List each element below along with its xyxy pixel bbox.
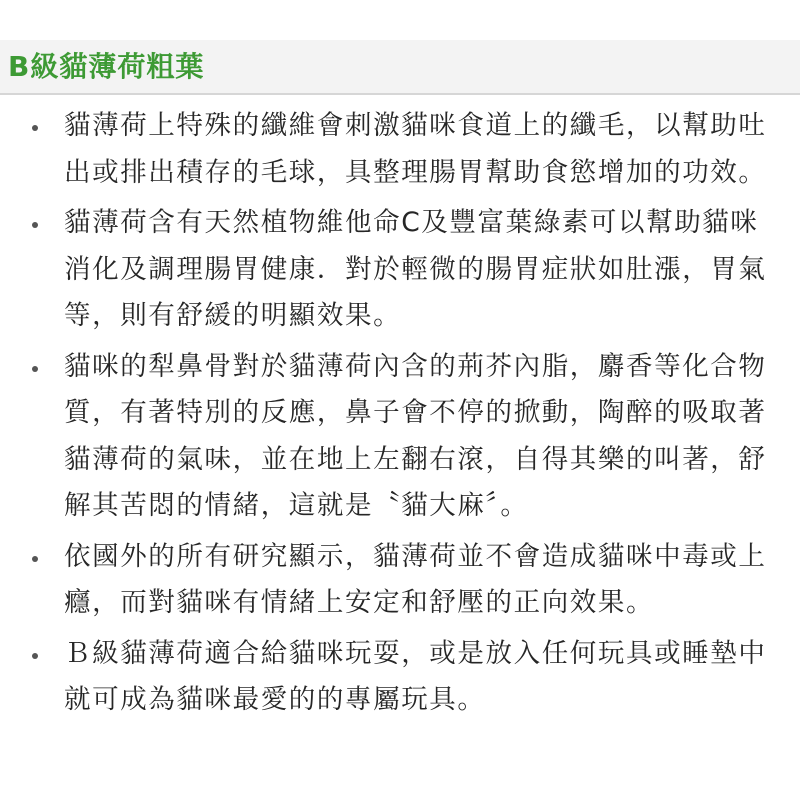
section-header xyxy=(0,40,800,95)
list-item-text: 貓薄荷含有天然植物維他命C及豐富葉綠素可以幫助貓咪消化及調理腸胃健康．對於輕微的腸胃症狀如肚漲，胃氣 等，則有舒緩的明顯效果。 xyxy=(64,207,795,331)
list-item xyxy=(0,103,800,196)
list-item-text: Ｂ級貓薄荷適合給貓咪玩耍，或是放入任何玩具或睡墊中就可成為貓咪最愛的的專屬玩具。 xyxy=(64,637,767,715)
list-item-text: 貓薄荷上特殊的纖維會刺激貓咪食道上的纖毛，以幫助吐出或排出積存的毛球，具整理腸胃幫助食慾增加的功效。 xyxy=(64,110,767,188)
list-item-text: 貓咪的犁鼻骨對於貓薄荷內含的荊芥內脂，麝香等化合物質，有著特別的反應，鼻子會不停的掀動，陶醉的吸取著貓薄荷的氣味，並在地上左翻右滾，自得其樂的叫著，舒解其苦悶的情緒，這就是〝貓大麻〞。 xyxy=(64,350,767,521)
feature-list xyxy=(0,103,800,728)
bullet-dot-icon xyxy=(32,222,38,228)
list-item xyxy=(0,534,800,627)
list-item xyxy=(0,631,800,724)
bullet-dot-icon xyxy=(32,556,38,562)
top-blank-strip xyxy=(0,0,800,40)
bullet-dot-icon xyxy=(32,366,38,372)
section-title: B級貓薄荷粗葉 xyxy=(8,50,205,83)
bullet-dot-icon xyxy=(32,653,38,659)
list-item-text: 依國外的所有研究顯示，貓薄荷並不會造成貓咪中毒或上癮，而對貓咪有情緒上安定和舒壓的正向效果。 xyxy=(64,540,767,618)
list-item xyxy=(0,344,800,530)
bullet-dot-icon xyxy=(32,125,38,131)
list-item xyxy=(0,200,800,340)
